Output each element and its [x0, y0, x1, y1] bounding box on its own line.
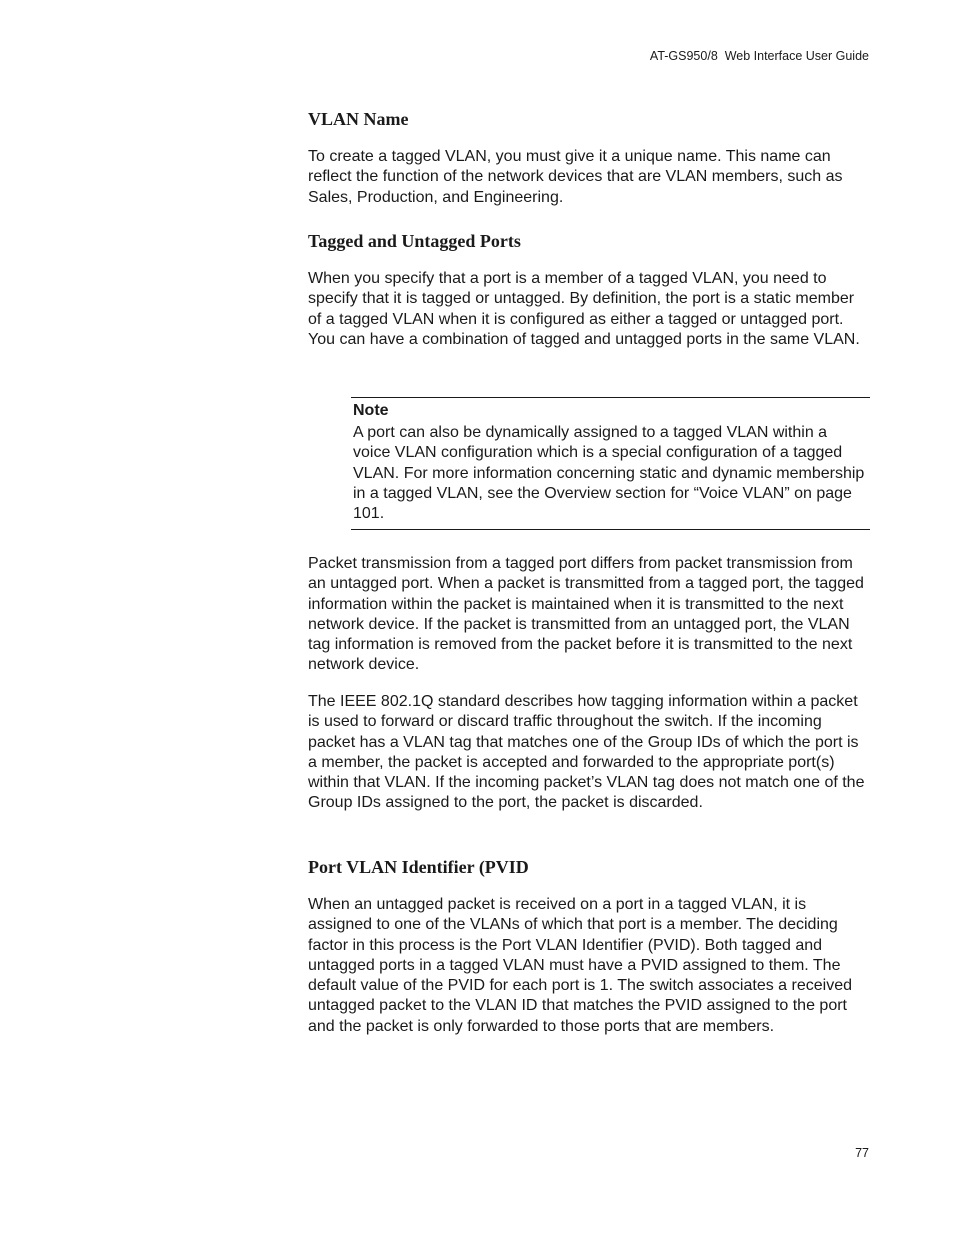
note-label: Note	[353, 402, 389, 419]
running-header: AT-GS950/8 Web Interface User Guide	[649, 49, 869, 63]
heading-vlan-name: VLAN Name	[308, 109, 409, 129]
page-number: 77	[855, 1146, 869, 1160]
paragraph-ieee-8021q: The IEEE 802.1Q standard describes how tagging information within a packet is used to forward or discard traffic throughout the switch. If the incoming packet has a VLAN tag that matches one of the Group IDs of which the port is a member, the packet is accepted and forwarded to the appropriate port(s) within that VLAN. If the incoming packet’s VLAN tag does not match one of the Group IDs assigned to the port, the packet is discarded.	[308, 693, 865, 812]
paragraph-pvid: When an untagged packet is received on a port in a tagged VLAN, it is assigned to one of the VLANs of which that port is a member. The deciding factor in this process is the Port VLAN Identifier (PVID). Both tagged and untagged ports in a tagged VLAN must have a PVID assigned to them. The default value of the PVID for each port is 1. The switch associates a received untagged packet to the VLAN ID that matches the PVID assigned to the port and the packet is only forwarded to those ports that are members.	[308, 896, 852, 1035]
paragraph-tagged-ports-intro: When you specify that a port is a member of a tagged VLAN, you need to specify that it is tagged or untagged. By definition, the port is a static member of a tagged VLAN when it is configured as either a tagged or untagged port. You can have a combination of tagged and untagged ports in the same VLAN.	[308, 270, 860, 348]
paragraph-vlan-name: To create a tagged VLAN, you must give it a unique name. This name can reflect the function of the network devices that are VLAN members, such as Sales, Production, and Engineering.	[308, 148, 843, 206]
heading-tagged-untagged-ports: Tagged and Untagged Ports	[308, 231, 521, 251]
heading-pvid: Port VLAN Identifier (PVID	[308, 857, 529, 877]
paragraph-packet-transmission: Packet transmission from a tagged port differs from packet transmission from an untagged port. When a packet is transmitted from a tagged port, the tagged information within the packet is maintained when it is transmitted to the next network device. If the packet is transmitted from an untagged port, the VLAN tag information is removed from the packet before it is transmitted to the next network device.	[308, 555, 864, 674]
note-text: A port can also be dynamically assigned to a tagged VLAN within a voice VLAN configuration which is a special configuration of a tagged VLAN. For more information concerning static and dynamic membership in a tagged VLAN, see the Overview section for “Voice VLAN” on page 101.	[353, 424, 865, 523]
note-box	[351, 397, 870, 530]
